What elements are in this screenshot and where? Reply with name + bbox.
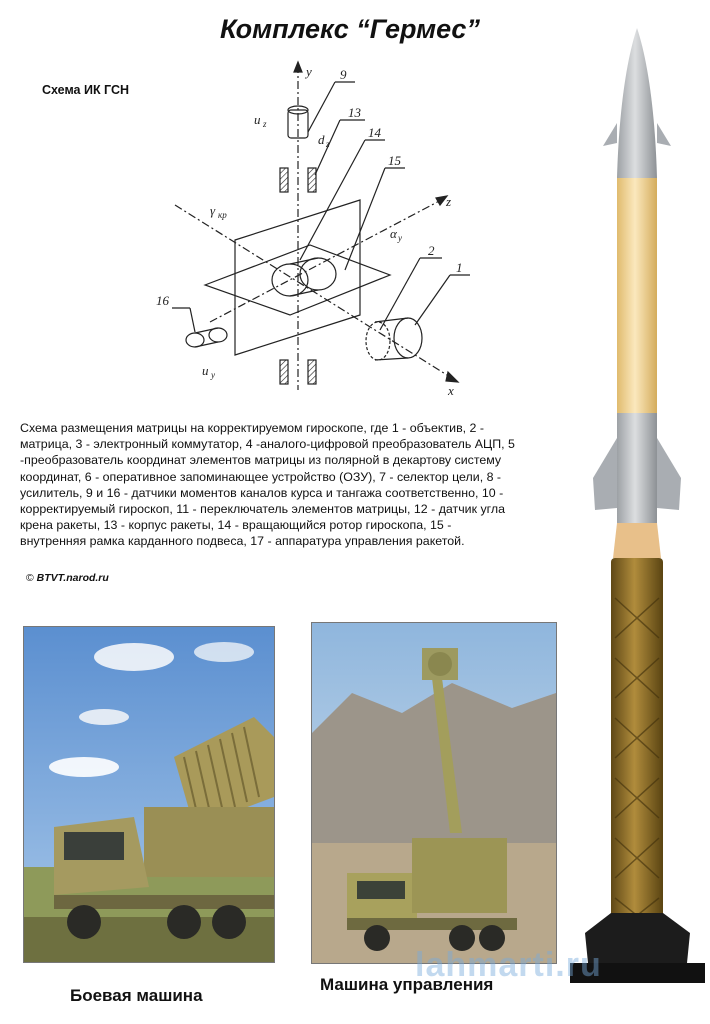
page-title: Комплекс “Гермес” [220,14,480,44]
caption-line: -преобразователь координат элементов матрицы из полярной в декартову систему [20,453,502,468]
axis-label-y: y [306,64,312,79]
caption-line: Схема размещения матрицы на корректируемом гироскопе, где 1 - объектив, 2 - [20,421,485,435]
scheme-caption [20,420,580,550]
label-uz: u [254,112,261,127]
copyright-symbol: © [26,572,34,584]
label-gkr: γ [210,203,216,218]
callout-2: 2 [428,243,435,258]
callout-13: 13 [348,105,361,120]
control-vehicle-photo [311,622,557,964]
callout-14: 14 [368,125,381,140]
caption-line: внутренняя рамка карданного подвеса, 17 - аппаратура управления ракетой. [20,534,465,549]
combat-vehicle-caption: Боевая машина [70,986,203,1005]
axis-label-z: z [446,194,452,209]
combat-vehicle-photo [23,626,275,963]
ir-seeker-diagram [150,60,480,405]
callout-9: 9 [340,67,347,82]
label-uz-sub: z [263,119,267,129]
control-vehicle-caption: Машина управления [320,975,494,994]
caption-line: матрица, 3 - электронный коммутатор, 4 -аналого-цифровой преобразователь АЦП, 5 [20,437,515,452]
callout-16: 16 [156,293,169,308]
callout-15: 15 [388,153,401,168]
label-ay-sub: y [398,233,402,243]
caption-line: координат, 6 - оперативное запоминающее устройство (ОЗУ), 7 - селектор цели, 8 - [20,469,502,484]
label-uy: u [202,363,209,378]
hermes-missile-illustration [565,28,710,1018]
copyright-site: BTVT.narod.ru [36,572,109,584]
label-gkr-sub: кр [218,210,227,220]
caption-line: корректируемый гироскоп, 11 - переключатель элементов матрицы, 12 - датчик угла [20,502,506,517]
copyright-note [26,572,109,584]
callout-1: 1 [456,260,463,275]
label-dz-sub: z [326,139,330,149]
caption-line: усилитель, 9 и 16 - датчики моментов каналов курса и тангажа соответственно, 10 - [20,485,504,500]
caption-line: крена ракеты, 13 - корпус ракеты, 14 - вращающийся ротор гироскопа, 15 - [20,518,452,533]
label-uy-sub: y [211,370,215,380]
axis-label-x: x [448,383,454,398]
label-ay: α [390,226,397,241]
label-dz: d [318,132,325,147]
watermark: lahmarti.ru [415,946,602,984]
scheme-label: Схема ИК ГСН [42,83,130,97]
